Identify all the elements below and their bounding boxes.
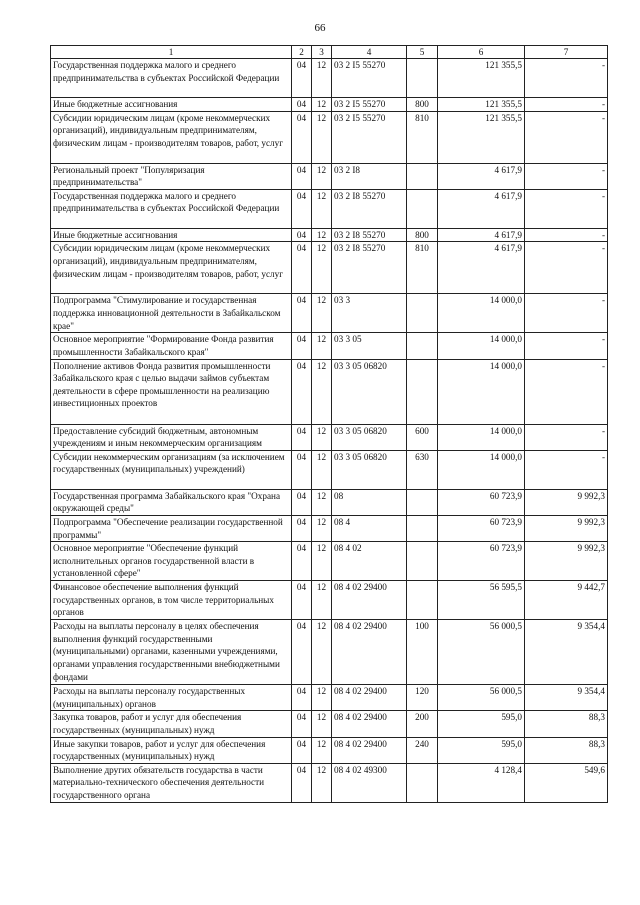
row-amount-1: 121 355,5 xyxy=(438,98,525,112)
row-expense-type xyxy=(407,489,438,515)
header-row xyxy=(51,46,608,59)
row-amount-1: 4 128,4 xyxy=(438,763,525,802)
row-amount-2: - xyxy=(525,359,608,424)
row-pr: 12 xyxy=(312,242,332,294)
header-cell: 7 xyxy=(525,46,608,59)
table-row xyxy=(51,98,608,112)
row-expense-type xyxy=(407,294,438,333)
header-cell: 5 xyxy=(407,46,438,59)
table-row xyxy=(51,242,608,294)
row-name: Государственная поддержка малого и среднего предпринимательства в субъектах Российской Федерации xyxy=(51,59,292,98)
row-target-code: 03 2 I8 55270 xyxy=(332,228,407,242)
row-target-code: 08 4 02 29400 xyxy=(332,685,407,711)
budget-table xyxy=(50,45,608,803)
row-name: Государственная программа Забайкальского края "Охрана окружающей среды" xyxy=(51,489,292,515)
row-pr: 12 xyxy=(312,763,332,802)
table-row xyxy=(51,59,608,98)
header-cell: 4 xyxy=(332,46,407,59)
row-amount-2: - xyxy=(525,242,608,294)
row-name: Подпрограмма "Стимулирование и государственная поддержка инновационной деятельности в Забайкальском крае" xyxy=(51,294,292,333)
row-rz: 04 xyxy=(292,294,312,333)
row-pr: 12 xyxy=(312,450,332,489)
row-rz: 04 xyxy=(292,581,312,620)
row-amount-1: 4 617,9 xyxy=(438,242,525,294)
row-target-code: 03 2 I8 xyxy=(332,163,407,189)
row-amount-1: 4 617,9 xyxy=(438,228,525,242)
table-row xyxy=(51,163,608,189)
row-expense-type xyxy=(407,333,438,359)
row-rz: 04 xyxy=(292,489,312,515)
table-row xyxy=(51,228,608,242)
row-amount-2: - xyxy=(525,189,608,228)
row-pr: 12 xyxy=(312,163,332,189)
row-expense-type: 630 xyxy=(407,450,438,489)
row-pr: 12 xyxy=(312,515,332,541)
row-pr: 12 xyxy=(312,737,332,763)
row-pr: 12 xyxy=(312,542,332,581)
row-rz: 04 xyxy=(292,359,312,424)
row-pr: 12 xyxy=(312,189,332,228)
row-amount-2: 9 992,3 xyxy=(525,542,608,581)
row-pr: 12 xyxy=(312,489,332,515)
row-amount-1: 56 000,5 xyxy=(438,685,525,711)
row-amount-2: - xyxy=(525,424,608,450)
row-name: Выполнение других обязательств государства в части материально-технического обеспечения деятельности государственного органа xyxy=(51,763,292,802)
row-target-code: 03 2 I8 55270 xyxy=(332,189,407,228)
row-pr: 12 xyxy=(312,711,332,737)
row-expense-type xyxy=(407,581,438,620)
row-name: Основное мероприятие "Формирование Фонда развития промышленности Забайкальского края" xyxy=(51,333,292,359)
row-expense-type xyxy=(407,189,438,228)
page-number: 66 xyxy=(314,22,326,34)
row-name: Предоставление субсидий бюджетным, автономным учреждениям и иным некоммерческим организациям xyxy=(51,424,292,450)
row-rz: 04 xyxy=(292,515,312,541)
table-row xyxy=(51,737,608,763)
row-amount-2: - xyxy=(525,228,608,242)
table-row xyxy=(51,294,608,333)
row-name: Государственная поддержка малого и среднего предпринимательства в субъектах Российской Федерации xyxy=(51,189,292,228)
row-target-code: 08 4 02 xyxy=(332,542,407,581)
row-rz: 04 xyxy=(292,111,312,163)
row-amount-2: 9 354,4 xyxy=(525,620,608,685)
row-rz: 04 xyxy=(292,59,312,98)
row-amount-2: - xyxy=(525,294,608,333)
row-pr: 12 xyxy=(312,333,332,359)
row-amount-1: 60 723,9 xyxy=(438,489,525,515)
table-row xyxy=(51,424,608,450)
row-amount-1: 14 000,0 xyxy=(438,424,525,450)
row-expense-type xyxy=(407,542,438,581)
row-name: Пополнение активов Фонда развития промышленности Забайкальского края с целью выдачи займов субъектам деятельности в сфере промышленности на реализацию инвестиционных проектов xyxy=(51,359,292,424)
row-expense-type: 600 xyxy=(407,424,438,450)
table-row xyxy=(51,763,608,802)
row-amount-1: 595,0 xyxy=(438,711,525,737)
row-expense-type: 810 xyxy=(407,111,438,163)
row-rz: 04 xyxy=(292,450,312,489)
row-rz: 04 xyxy=(292,189,312,228)
row-amount-2: - xyxy=(525,450,608,489)
row-target-code: 03 2 I5 55270 xyxy=(332,111,407,163)
row-rz: 04 xyxy=(292,98,312,112)
row-target-code: 03 3 05 06820 xyxy=(332,424,407,450)
row-target-code: 08 4 02 49300 xyxy=(332,763,407,802)
row-rz: 04 xyxy=(292,542,312,581)
row-target-code: 08 4 02 29400 xyxy=(332,737,407,763)
row-amount-2: 9 992,3 xyxy=(525,489,608,515)
row-rz: 04 xyxy=(292,711,312,737)
row-name: Подпрограмма "Обеспечение реализации государственной программы" xyxy=(51,515,292,541)
row-expense-type: 800 xyxy=(407,98,438,112)
row-pr: 12 xyxy=(312,98,332,112)
row-expense-type: 240 xyxy=(407,737,438,763)
row-target-code: 03 2 I8 55270 xyxy=(332,242,407,294)
row-name: Основное мероприятие "Обеспечение функций исполнительных органов государственной власти в установленной сфере" xyxy=(51,542,292,581)
row-amount-1: 56 000,5 xyxy=(438,620,525,685)
table-row xyxy=(51,620,608,685)
row-rz: 04 xyxy=(292,685,312,711)
row-name: Иные бюджетные ассигнования xyxy=(51,228,292,242)
row-pr: 12 xyxy=(312,228,332,242)
row-rz: 04 xyxy=(292,763,312,802)
table-row xyxy=(51,685,608,711)
row-name: Иные бюджетные ассигнования xyxy=(51,98,292,112)
table-row xyxy=(51,711,608,737)
row-pr: 12 xyxy=(312,111,332,163)
row-target-code: 03 3 05 06820 xyxy=(332,450,407,489)
row-amount-2: - xyxy=(525,98,608,112)
header-cell: 6 xyxy=(438,46,525,59)
row-amount-1: 14 000,0 xyxy=(438,333,525,359)
row-amount-1: 14 000,0 xyxy=(438,294,525,333)
row-amount-1: 4 617,9 xyxy=(438,189,525,228)
row-target-code: 03 2 I5 55270 xyxy=(332,59,407,98)
row-target-code: 08 4 xyxy=(332,515,407,541)
row-rz: 04 xyxy=(292,242,312,294)
table-row xyxy=(51,581,608,620)
row-expense-type: 810 xyxy=(407,242,438,294)
row-amount-2: 88,3 xyxy=(525,737,608,763)
header-cell: 2 xyxy=(292,46,312,59)
row-amount-2: 9 992,3 xyxy=(525,515,608,541)
table-row xyxy=(51,111,608,163)
row-amount-2: 9 442,7 xyxy=(525,581,608,620)
row-name: Субсидии некоммерческим организациям (за исключением государственных (муниципальных) учреждений) xyxy=(51,450,292,489)
row-pr: 12 xyxy=(312,581,332,620)
header-cell: 3 xyxy=(312,46,332,59)
row-target-code: 08 4 02 29400 xyxy=(332,711,407,737)
row-amount-2: - xyxy=(525,59,608,98)
row-pr: 12 xyxy=(312,59,332,98)
row-rz: 04 xyxy=(292,424,312,450)
row-amount-1: 121 355,5 xyxy=(438,59,525,98)
row-amount-2: - xyxy=(525,333,608,359)
table-row xyxy=(51,489,608,515)
row-name: Расходы на выплаты персоналу государственных (муниципальных) органов xyxy=(51,685,292,711)
row-amount-1: 14 000,0 xyxy=(438,359,525,424)
row-expense-type xyxy=(407,515,438,541)
row-target-code: 08 xyxy=(332,489,407,515)
row-name: Субсидии юридическим лицам (кроме некоммерческих организаций), индивидуальным предпринимателям, физическим лицам - производителям товаров, работ, услуг xyxy=(51,111,292,163)
row-pr: 12 xyxy=(312,294,332,333)
table-row xyxy=(51,333,608,359)
row-amount-2: - xyxy=(525,163,608,189)
row-amount-1: 595,0 xyxy=(438,737,525,763)
row-target-code: 08 4 02 29400 xyxy=(332,620,407,685)
row-name: Закупка товаров, работ и услуг для обеспечения государственных (муниципальных) нужд xyxy=(51,711,292,737)
row-rz: 04 xyxy=(292,163,312,189)
row-amount-2: 88,3 xyxy=(525,711,608,737)
row-expense-type: 200 xyxy=(407,711,438,737)
row-amount-1: 60 723,9 xyxy=(438,542,525,581)
row-amount-1: 121 355,5 xyxy=(438,111,525,163)
row-target-code: 03 3 xyxy=(332,294,407,333)
row-rz: 04 xyxy=(292,228,312,242)
row-expense-type xyxy=(407,163,438,189)
table-row xyxy=(51,450,608,489)
row-pr: 12 xyxy=(312,359,332,424)
row-amount-2: 549,6 xyxy=(525,763,608,802)
row-pr: 12 xyxy=(312,424,332,450)
row-name: Субсидии юридическим лицам (кроме некоммерческих организаций), индивидуальным предпринимателям, физическим лицам - производителям товаров, работ, услуг xyxy=(51,242,292,294)
row-expense-type: 120 xyxy=(407,685,438,711)
row-expense-type xyxy=(407,763,438,802)
row-name: Иные закупки товаров, работ и услуг для обеспечения государственных (муниципальных) нужд xyxy=(51,737,292,763)
header-cell: 1 xyxy=(51,46,292,59)
row-name: Финансовое обеспечение выполнения функций государственных органов, в том числе территориальных органов xyxy=(51,581,292,620)
row-expense-type xyxy=(407,59,438,98)
row-pr: 12 xyxy=(312,620,332,685)
row-amount-1: 4 617,9 xyxy=(438,163,525,189)
table-row xyxy=(51,189,608,228)
row-amount-2: - xyxy=(525,111,608,163)
row-amount-1: 56 595,5 xyxy=(438,581,525,620)
row-pr: 12 xyxy=(312,685,332,711)
row-name: Региональный проект "Популяризация предпринимательства" xyxy=(51,163,292,189)
row-expense-type: 800 xyxy=(407,228,438,242)
row-target-code: 03 3 05 06820 xyxy=(332,359,407,424)
row-rz: 04 xyxy=(292,620,312,685)
table-row xyxy=(51,515,608,541)
row-rz: 04 xyxy=(292,737,312,763)
row-target-code: 08 4 02 29400 xyxy=(332,581,407,620)
row-target-code: 03 2 I5 55270 xyxy=(332,98,407,112)
row-expense-type: 100 xyxy=(407,620,438,685)
row-target-code: 03 3 05 xyxy=(332,333,407,359)
row-amount-2: 9 354,4 xyxy=(525,685,608,711)
row-rz: 04 xyxy=(292,333,312,359)
row-amount-1: 14 000,0 xyxy=(438,450,525,489)
table-row xyxy=(51,359,608,424)
row-expense-type xyxy=(407,359,438,424)
row-name: Расходы на выплаты персоналу в целях обеспечения выполнения функций государственными (муниципальными) органами, казенными учреждениями, органами управления государственными внебюджетными фондами xyxy=(51,620,292,685)
table-row xyxy=(51,542,608,581)
row-amount-1: 60 723,9 xyxy=(438,515,525,541)
